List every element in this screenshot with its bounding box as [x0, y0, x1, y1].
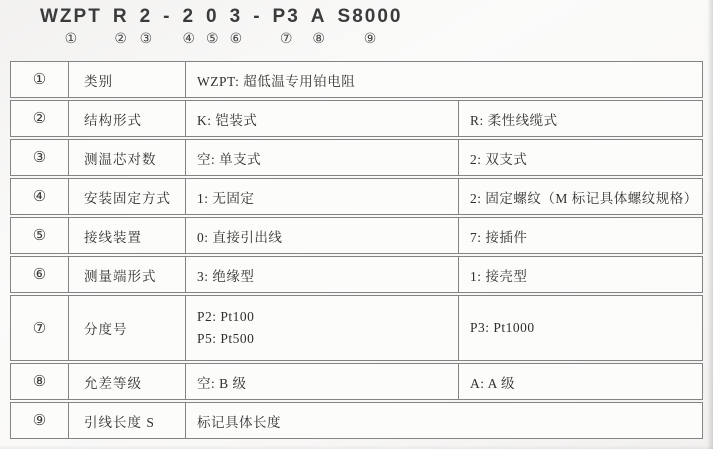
model-code-header — [40, 6, 402, 46]
model-code-text: WZPT — [40, 6, 102, 27]
model-code-segment — [338, 6, 403, 46]
spec-row-category — [10, 61, 703, 98]
row-value-line: P2: Pt100 — [197, 309, 255, 324]
row-number: ① — [11, 62, 69, 97]
row-label: 接线装置 — [69, 218, 186, 253]
model-code-text: - — [163, 6, 172, 27]
row-value-secondary: A: A 级 — [470, 375, 516, 391]
row-number: ③ — [11, 140, 69, 175]
model-code-mark: ⑧ — [312, 30, 325, 46]
spec-row-measuring-end — [10, 256, 703, 293]
row-number: ⑥ — [11, 257, 69, 292]
row-number: ⑧ — [11, 364, 69, 399]
row-label: 安装固定方式 — [69, 179, 186, 214]
row-value-secondary: 7: 接插件 — [470, 229, 528, 245]
row-label: 类别 — [69, 62, 186, 97]
row-label: 引线长度 S — [69, 403, 186, 438]
spec-row-core-pairs — [10, 139, 703, 176]
row-value-secondary: 2: 固定螺纹（M 标记具体螺纹规格） — [470, 190, 698, 206]
row-number: ⑨ — [11, 403, 69, 438]
model-code-text: - — [253, 6, 262, 27]
row-value-secondary: P3: Pt1000 — [470, 320, 535, 335]
spec-row-structure — [10, 100, 703, 137]
model-code-text: R — [112, 6, 129, 27]
row-value-primary: 空: B 级 — [186, 364, 459, 399]
row-value-primary: 标记具体长度 — [197, 414, 281, 430]
model-code-mark: ⑥ — [229, 30, 243, 46]
spec-row-mounting — [10, 178, 703, 215]
row-number: ⑤ — [11, 218, 69, 253]
row-value-primary: K: 铠装式 — [186, 101, 459, 136]
model-code-text: A — [310, 6, 327, 27]
spec-row-wiring — [10, 217, 703, 254]
spec-row-tolerance — [10, 363, 703, 400]
model-code-mark: ⑦ — [279, 30, 293, 46]
row-label: 结构形式 — [69, 101, 186, 136]
spec-table — [10, 61, 703, 441]
model-code-segment-dash — [253, 6, 261, 46]
model-code-mark: ① — [64, 30, 78, 46]
model-code-mark: ⑨ — [363, 30, 377, 46]
model-code-segment — [206, 6, 219, 46]
row-number: ④ — [11, 179, 69, 214]
row-value-primary: WZPT: 超低温专用铂电阻 — [197, 73, 356, 89]
row-value-primary: 空: 单支式 — [186, 140, 459, 175]
model-code-text: 2 — [139, 6, 153, 27]
row-value-secondary: 1: 接壳型 — [470, 268, 528, 284]
row-value-primary: 0: 直接引出线 — [186, 218, 459, 253]
row-label: 分度号 — [69, 296, 186, 360]
spec-row-lead-length — [10, 402, 703, 439]
model-code-mark: ⑤ — [206, 30, 219, 46]
model-code-mark: ④ — [182, 30, 196, 46]
model-code-segment — [182, 6, 195, 46]
row-number: ② — [11, 101, 69, 136]
model-code-mark: ② — [114, 30, 127, 46]
model-code-text: 3 — [229, 6, 243, 27]
model-code-segment — [311, 6, 327, 46]
model-code-segment — [140, 6, 153, 46]
model-code-text: S8000 — [337, 6, 403, 27]
row-value-secondary: 2: 双支式 — [470, 151, 528, 167]
model-code-text: P3 — [272, 6, 300, 27]
model-code-segment — [273, 6, 300, 46]
row-label: 测温芯对数 — [69, 140, 186, 175]
row-value-primary — [186, 296, 459, 360]
row-value-primary: 3: 绝缘型 — [186, 257, 459, 292]
model-code-segment-dash — [163, 6, 171, 46]
model-code-mark: ③ — [139, 30, 153, 46]
model-code-segment — [230, 6, 243, 46]
model-code-text: 0 — [206, 6, 219, 27]
row-number: ⑦ — [11, 296, 69, 360]
model-code-text: 2 — [182, 6, 196, 27]
row-value-secondary: R: 柔性线缆式 — [470, 112, 558, 128]
row-value-line: P5: Pt500 — [197, 331, 255, 346]
spec-row-graduation — [10, 295, 703, 361]
model-code-segment — [40, 6, 102, 46]
row-label: 允差等级 — [69, 364, 186, 399]
row-value-primary: 1: 无固定 — [186, 179, 459, 214]
model-code-segment — [113, 6, 129, 46]
row-label: 测量端形式 — [69, 257, 186, 292]
